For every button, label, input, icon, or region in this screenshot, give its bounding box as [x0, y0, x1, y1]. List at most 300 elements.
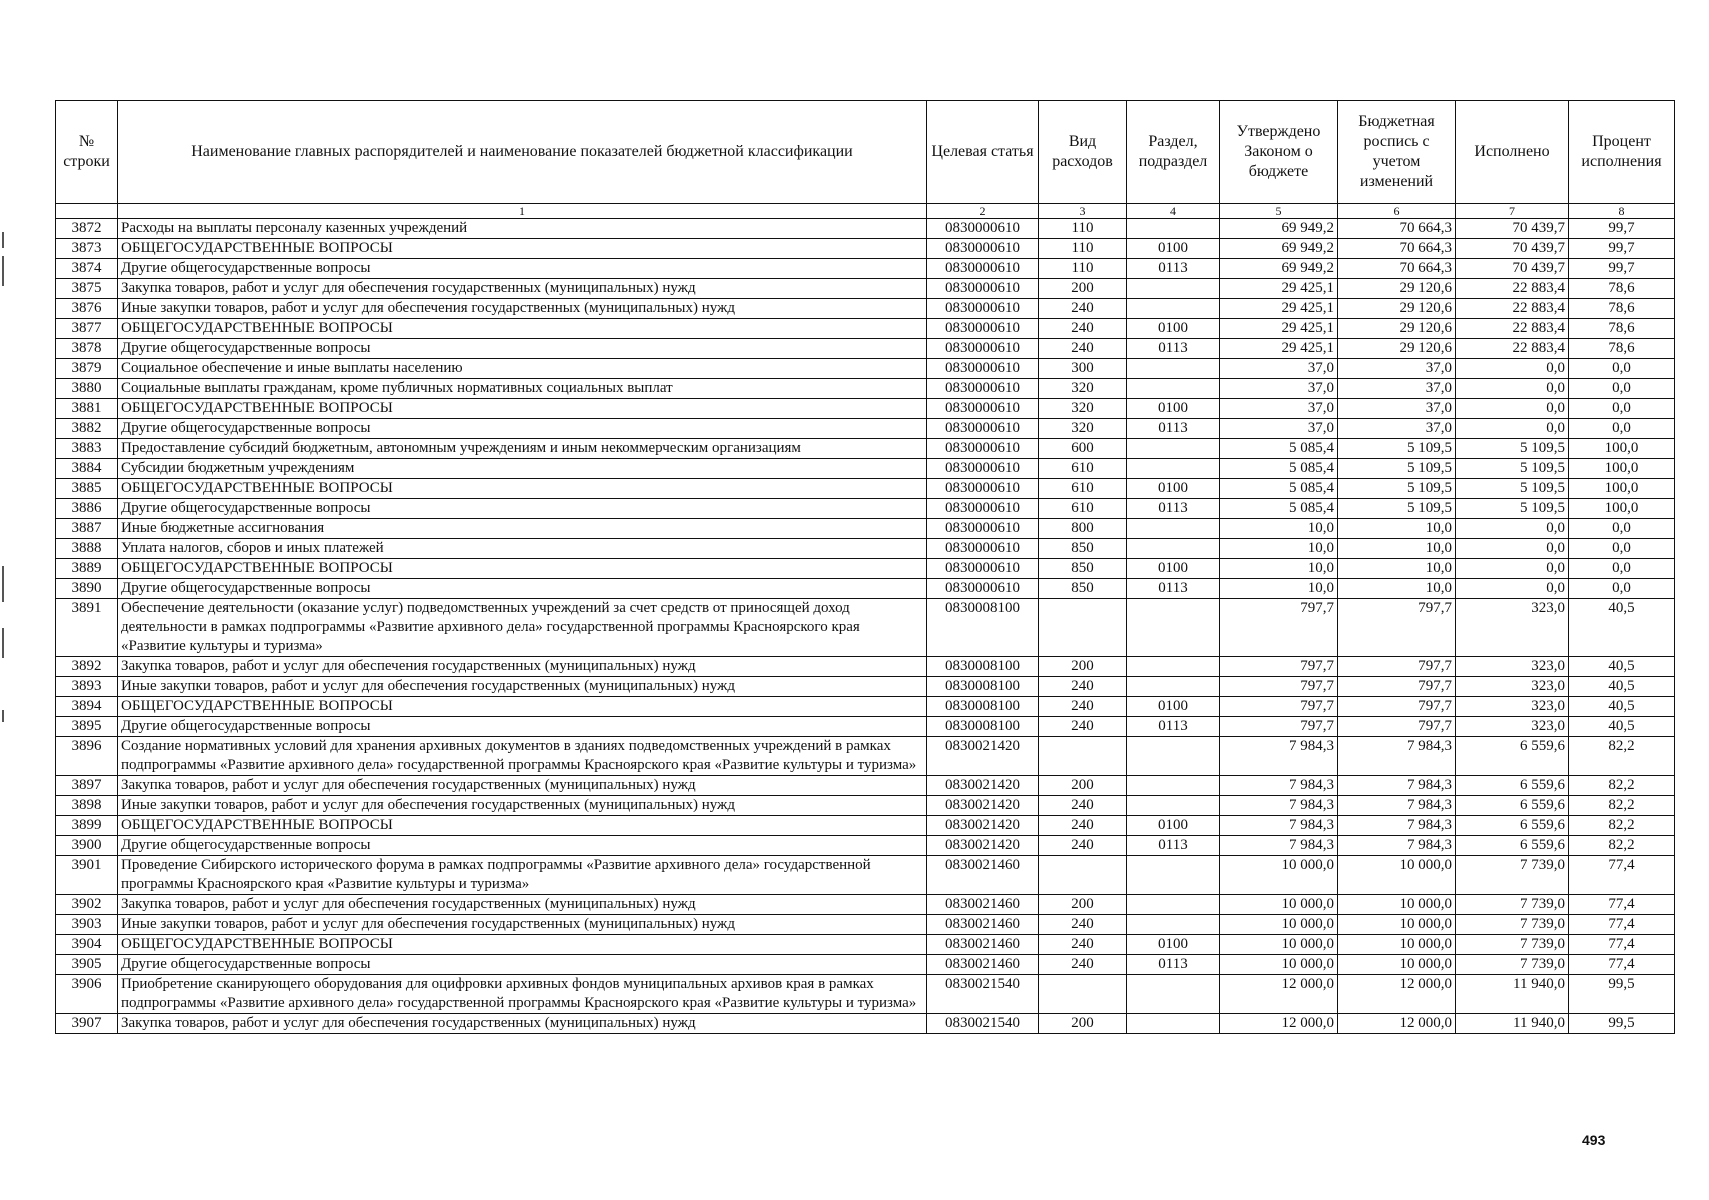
- row-expense-type: 200: [1039, 279, 1127, 299]
- row-target-article: 0830000610: [927, 239, 1039, 259]
- row-expense-type: 200: [1039, 657, 1127, 677]
- row-name: Приобретение сканирующего оборудования для оцифровки архивных фондов муниципальных архивов края в рамках подпрограммы «Развитие архивного дела» государственной программы Красноярского края «Развитие культуры и туризма»: [118, 975, 927, 1014]
- row-executed: 0,0: [1456, 559, 1569, 579]
- scan-edge-mark: [2, 256, 4, 286]
- row-expense-type: [1039, 856, 1127, 895]
- row-number: 3903: [56, 915, 118, 935]
- row-section: [1127, 1014, 1220, 1034]
- row-expense-type: 110: [1039, 239, 1127, 259]
- budget-table: [55, 100, 1675, 1034]
- row-expense-type: 200: [1039, 776, 1127, 796]
- table-row: [56, 499, 1675, 519]
- table-row: [56, 796, 1675, 816]
- row-expense-type: 610: [1039, 479, 1127, 499]
- header-expense-type: Вид расходов: [1039, 101, 1127, 204]
- row-approved: 797,7: [1220, 697, 1338, 717]
- row-name: Расходы на выплаты персоналу казенных учреждений: [118, 219, 927, 239]
- row-revised: 5 109,5: [1338, 459, 1456, 479]
- column-number: 7: [1456, 204, 1569, 219]
- row-executed: 6 559,6: [1456, 836, 1569, 856]
- row-section: 0113: [1127, 499, 1220, 519]
- column-number: 8: [1569, 204, 1675, 219]
- row-percent: 82,2: [1569, 776, 1675, 796]
- row-name: ОБЩЕГОСУДАРСТВЕННЫЕ ВОПРОСЫ: [118, 479, 927, 499]
- row-target-article: 0830000610: [927, 319, 1039, 339]
- row-revised: 29 120,6: [1338, 319, 1456, 339]
- header-section: Раздел, подраздел: [1127, 101, 1220, 204]
- row-percent: 78,6: [1569, 319, 1675, 339]
- row-revised: 7 984,3: [1338, 836, 1456, 856]
- row-target-article: 0830000610: [927, 339, 1039, 359]
- row-number: 3879: [56, 359, 118, 379]
- row-revised: 10 000,0: [1338, 915, 1456, 935]
- page-number: 493: [1582, 1132, 1606, 1148]
- row-revised: 10,0: [1338, 559, 1456, 579]
- row-percent: 78,6: [1569, 299, 1675, 319]
- row-target-article: 0830000610: [927, 299, 1039, 319]
- table-row: [56, 935, 1675, 955]
- row-expense-type: 240: [1039, 717, 1127, 737]
- row-target-article: 0830000610: [927, 459, 1039, 479]
- row-revised: 37,0: [1338, 359, 1456, 379]
- row-executed: 5 109,5: [1456, 459, 1569, 479]
- row-executed: 7 739,0: [1456, 935, 1569, 955]
- row-expense-type: [1039, 599, 1127, 657]
- row-approved: 29 425,1: [1220, 339, 1338, 359]
- table-row: [56, 459, 1675, 479]
- row-approved: 37,0: [1220, 399, 1338, 419]
- column-number: 5: [1220, 204, 1338, 219]
- table-row: [56, 539, 1675, 559]
- table-row: [56, 519, 1675, 539]
- row-name: Закупка товаров, работ и услуг для обеспечения государственных (муниципальных) нужд: [118, 776, 927, 796]
- row-target-article: 0830021460: [927, 895, 1039, 915]
- header-target-article: Целевая статья: [927, 101, 1039, 204]
- row-revised: 797,7: [1338, 657, 1456, 677]
- row-name: ОБЩЕГОСУДАРСТВЕННЫЕ ВОПРОСЫ: [118, 697, 927, 717]
- row-target-article: 0830021420: [927, 776, 1039, 796]
- row-percent: 77,4: [1569, 915, 1675, 935]
- row-approved: 12 000,0: [1220, 975, 1338, 1014]
- row-revised: 10 000,0: [1338, 955, 1456, 975]
- row-percent: 100,0: [1569, 439, 1675, 459]
- row-name: ОБЩЕГОСУДАРСТВЕННЫЕ ВОПРОСЫ: [118, 559, 927, 579]
- row-number: 3906: [56, 975, 118, 1014]
- row-section: 0113: [1127, 419, 1220, 439]
- row-percent: 82,2: [1569, 816, 1675, 836]
- row-revised: 5 109,5: [1338, 479, 1456, 499]
- row-number: 3899: [56, 816, 118, 836]
- row-expense-type: 610: [1039, 499, 1127, 519]
- table-row: [56, 559, 1675, 579]
- row-executed: 0,0: [1456, 419, 1569, 439]
- row-name: Другие общегосударственные вопросы: [118, 955, 927, 975]
- table-row: [56, 259, 1675, 279]
- row-approved: 10 000,0: [1220, 856, 1338, 895]
- row-expense-type: 240: [1039, 677, 1127, 697]
- row-section: 0100: [1127, 559, 1220, 579]
- row-percent: 0,0: [1569, 379, 1675, 399]
- row-name: Обеспечение деятельности (оказание услуг) подведомственных учреждений за счет средств от приносящей доход деятельности в рамках подпрограммы «Развитие архивного дела» государственной программы Красноярского края «Развитие культуры и туризма»: [118, 599, 927, 657]
- row-executed: 70 439,7: [1456, 239, 1569, 259]
- row-expense-type: 240: [1039, 339, 1127, 359]
- header-row-number: № строки: [56, 101, 118, 204]
- column-number: 2: [927, 204, 1039, 219]
- row-target-article: 0830008100: [927, 717, 1039, 737]
- row-percent: 0,0: [1569, 559, 1675, 579]
- row-percent: 100,0: [1569, 499, 1675, 519]
- row-percent: 40,5: [1569, 697, 1675, 717]
- row-revised: 12 000,0: [1338, 975, 1456, 1014]
- row-revised: 12 000,0: [1338, 1014, 1456, 1034]
- row-approved: 10 000,0: [1220, 955, 1338, 975]
- row-target-article: 0830008100: [927, 599, 1039, 657]
- row-executed: 6 559,6: [1456, 737, 1569, 776]
- row-expense-type: 240: [1039, 319, 1127, 339]
- row-number: 3904: [56, 935, 118, 955]
- row-revised: 797,7: [1338, 677, 1456, 697]
- row-section: 0100: [1127, 399, 1220, 419]
- row-revised: 5 109,5: [1338, 499, 1456, 519]
- column-number: 4: [1127, 204, 1220, 219]
- row-percent: 99,5: [1569, 1014, 1675, 1034]
- table-row: [56, 657, 1675, 677]
- row-executed: 323,0: [1456, 697, 1569, 717]
- row-approved: 37,0: [1220, 379, 1338, 399]
- row-executed: 6 559,6: [1456, 776, 1569, 796]
- row-revised: 7 984,3: [1338, 796, 1456, 816]
- row-target-article: 0830000610: [927, 419, 1039, 439]
- row-number: 3880: [56, 379, 118, 399]
- row-revised: 10,0: [1338, 519, 1456, 539]
- row-section: 0100: [1127, 319, 1220, 339]
- row-name: ОБЩЕГОСУДАРСТВЕННЫЕ ВОПРОСЫ: [118, 399, 927, 419]
- row-number: 3898: [56, 796, 118, 816]
- row-target-article: 0830021420: [927, 816, 1039, 836]
- row-approved: 797,7: [1220, 599, 1338, 657]
- row-section: 0100: [1127, 697, 1220, 717]
- row-name: ОБЩЕГОСУДАРСТВЕННЫЕ ВОПРОСЫ: [118, 319, 927, 339]
- row-number: 3895: [56, 717, 118, 737]
- row-section: [1127, 299, 1220, 319]
- row-target-article: 0830000610: [927, 559, 1039, 579]
- row-percent: 99,7: [1569, 239, 1675, 259]
- row-expense-type: 800: [1039, 519, 1127, 539]
- column-number: [56, 204, 118, 219]
- row-name: ОБЩЕГОСУДАРСТВЕННЫЕ ВОПРОСЫ: [118, 239, 927, 259]
- row-expense-type: 600: [1039, 439, 1127, 459]
- row-revised: 37,0: [1338, 399, 1456, 419]
- row-expense-type: 240: [1039, 299, 1127, 319]
- row-approved: 69 949,2: [1220, 219, 1338, 239]
- row-revised: 29 120,6: [1338, 279, 1456, 299]
- row-number: 3888: [56, 539, 118, 559]
- row-revised: 10 000,0: [1338, 856, 1456, 895]
- row-revised: 797,7: [1338, 697, 1456, 717]
- row-number: 3878: [56, 339, 118, 359]
- column-number: 6: [1338, 204, 1456, 219]
- row-section: [1127, 359, 1220, 379]
- row-approved: 29 425,1: [1220, 299, 1338, 319]
- row-number: 3874: [56, 259, 118, 279]
- row-target-article: 0830021460: [927, 935, 1039, 955]
- table-row: [56, 299, 1675, 319]
- row-section: 0113: [1127, 339, 1220, 359]
- scan-edge-mark: [2, 710, 4, 722]
- table-row: [56, 219, 1675, 239]
- table-row: [56, 955, 1675, 975]
- scan-edge-mark: [2, 628, 4, 658]
- row-target-article: 0830021420: [927, 836, 1039, 856]
- row-section: 0113: [1127, 579, 1220, 599]
- row-expense-type: 320: [1039, 399, 1127, 419]
- row-revised: 70 664,3: [1338, 239, 1456, 259]
- row-target-article: 0830021420: [927, 737, 1039, 776]
- row-target-article: 0830021540: [927, 1014, 1039, 1034]
- row-name: Уплата налогов, сборов и иных платежей: [118, 539, 927, 559]
- row-percent: 77,4: [1569, 935, 1675, 955]
- table-row: [56, 319, 1675, 339]
- row-percent: 82,2: [1569, 796, 1675, 816]
- table-row: [56, 975, 1675, 1014]
- row-approved: 7 984,3: [1220, 796, 1338, 816]
- row-approved: 5 085,4: [1220, 459, 1338, 479]
- row-executed: 5 109,5: [1456, 479, 1569, 499]
- row-name: ОБЩЕГОСУДАРСТВЕННЫЕ ВОПРОСЫ: [118, 816, 927, 836]
- row-name: Создание нормативных условий для хранения архивных документов в зданиях подведомственных учреждений в рамках подпрограммы «Развитие архивного дела» государственной программы Красноярского края «Развитие культуры и туризма»: [118, 737, 927, 776]
- row-number: 3881: [56, 399, 118, 419]
- row-number: 3872: [56, 219, 118, 239]
- row-target-article: 0830000610: [927, 359, 1039, 379]
- row-percent: 100,0: [1569, 459, 1675, 479]
- row-executed: 0,0: [1456, 399, 1569, 419]
- row-executed: 22 883,4: [1456, 299, 1569, 319]
- row-revised: 29 120,6: [1338, 299, 1456, 319]
- row-executed: 22 883,4: [1456, 279, 1569, 299]
- row-number: 3875: [56, 279, 118, 299]
- row-name: ОБЩЕГОСУДАРСТВЕННЫЕ ВОПРОСЫ: [118, 935, 927, 955]
- row-number: 3907: [56, 1014, 118, 1034]
- row-expense-type: 200: [1039, 1014, 1127, 1034]
- row-executed: 7 739,0: [1456, 915, 1569, 935]
- column-number: 1: [118, 204, 927, 219]
- row-target-article: 0830000610: [927, 519, 1039, 539]
- row-percent: 0,0: [1569, 399, 1675, 419]
- row-percent: 0,0: [1569, 539, 1675, 559]
- row-target-article: 0830008100: [927, 657, 1039, 677]
- row-approved: 10,0: [1220, 539, 1338, 559]
- column-number-row: [56, 204, 1675, 219]
- row-number: 3893: [56, 677, 118, 697]
- row-target-article: 0830000610: [927, 399, 1039, 419]
- table-row: [56, 836, 1675, 856]
- row-executed: 323,0: [1456, 677, 1569, 697]
- row-expense-type: 300: [1039, 359, 1127, 379]
- table-row: [56, 279, 1675, 299]
- row-revised: 7 984,3: [1338, 776, 1456, 796]
- row-executed: 6 559,6: [1456, 796, 1569, 816]
- row-section: 0113: [1127, 836, 1220, 856]
- row-approved: 797,7: [1220, 677, 1338, 697]
- table-row: [56, 856, 1675, 895]
- row-revised: 29 120,6: [1338, 339, 1456, 359]
- row-section: [1127, 796, 1220, 816]
- scan-edge-mark: [2, 232, 4, 248]
- table-header-row: [56, 101, 1675, 204]
- row-approved: 10 000,0: [1220, 935, 1338, 955]
- row-section: [1127, 599, 1220, 657]
- row-revised: 10 000,0: [1338, 935, 1456, 955]
- row-name: Иные закупки товаров, работ и услуг для обеспечения государственных (муниципальных) нужд: [118, 299, 927, 319]
- row-expense-type: 240: [1039, 836, 1127, 856]
- row-percent: 0,0: [1569, 519, 1675, 539]
- row-executed: 0,0: [1456, 579, 1569, 599]
- row-section: [1127, 219, 1220, 239]
- row-name: Другие общегосударственные вопросы: [118, 339, 927, 359]
- row-executed: 0,0: [1456, 359, 1569, 379]
- row-revised: 5 109,5: [1338, 439, 1456, 459]
- row-approved: 797,7: [1220, 657, 1338, 677]
- row-section: 0100: [1127, 479, 1220, 499]
- row-approved: 5 085,4: [1220, 479, 1338, 499]
- row-expense-type: 110: [1039, 219, 1127, 239]
- row-name: Закупка товаров, работ и услуг для обеспечения государственных (муниципальных) нужд: [118, 1014, 927, 1034]
- table-row: [56, 339, 1675, 359]
- row-revised: 10,0: [1338, 539, 1456, 559]
- row-approved: 29 425,1: [1220, 319, 1338, 339]
- row-approved: 37,0: [1220, 359, 1338, 379]
- table-row: [56, 359, 1675, 379]
- table-row: [56, 579, 1675, 599]
- row-target-article: 0830008100: [927, 677, 1039, 697]
- row-expense-type: 850: [1039, 559, 1127, 579]
- row-target-article: 0830021460: [927, 955, 1039, 975]
- row-number: 3886: [56, 499, 118, 519]
- row-approved: 7 984,3: [1220, 776, 1338, 796]
- row-number: 3887: [56, 519, 118, 539]
- row-number: 3883: [56, 439, 118, 459]
- row-target-article: 0830021460: [927, 915, 1039, 935]
- row-target-article: 0830000610: [927, 279, 1039, 299]
- row-number: 3876: [56, 299, 118, 319]
- row-expense-type: 240: [1039, 796, 1127, 816]
- row-expense-type: 200: [1039, 895, 1127, 915]
- row-percent: 82,2: [1569, 836, 1675, 856]
- row-section: 0113: [1127, 259, 1220, 279]
- row-section: [1127, 915, 1220, 935]
- row-name: Другие общегосударственные вопросы: [118, 579, 927, 599]
- row-executed: 0,0: [1456, 539, 1569, 559]
- row-executed: 7 739,0: [1456, 895, 1569, 915]
- row-approved: 10,0: [1220, 519, 1338, 539]
- row-name: Другие общегосударственные вопросы: [118, 836, 927, 856]
- row-percent: 0,0: [1569, 419, 1675, 439]
- row-name: Социальные выплаты гражданам, кроме публичных нормативных социальных выплат: [118, 379, 927, 399]
- row-target-article: 0830000610: [927, 479, 1039, 499]
- table-row: [56, 717, 1675, 737]
- row-executed: 22 883,4: [1456, 339, 1569, 359]
- row-expense-type: 110: [1039, 259, 1127, 279]
- row-percent: 40,5: [1569, 657, 1675, 677]
- row-expense-type: 240: [1039, 915, 1127, 935]
- row-approved: 29 425,1: [1220, 279, 1338, 299]
- row-number: 3890: [56, 579, 118, 599]
- row-executed: 11 940,0: [1456, 975, 1569, 1014]
- row-expense-type: 320: [1039, 419, 1127, 439]
- table-row: [56, 599, 1675, 657]
- row-revised: 797,7: [1338, 599, 1456, 657]
- row-percent: 78,6: [1569, 279, 1675, 299]
- row-section: [1127, 677, 1220, 697]
- row-executed: 0,0: [1456, 519, 1569, 539]
- row-approved: 5 085,4: [1220, 499, 1338, 519]
- row-number: 3894: [56, 697, 118, 717]
- row-percent: 77,4: [1569, 856, 1675, 895]
- row-target-article: 0830000610: [927, 219, 1039, 239]
- row-target-article: 0830000610: [927, 379, 1039, 399]
- row-executed: 22 883,4: [1456, 319, 1569, 339]
- row-approved: 7 984,3: [1220, 737, 1338, 776]
- row-target-article: 0830000610: [927, 259, 1039, 279]
- row-percent: 40,5: [1569, 677, 1675, 697]
- row-name: Социальное обеспечение и иные выплаты населению: [118, 359, 927, 379]
- table-row: [56, 239, 1675, 259]
- row-expense-type: 240: [1039, 935, 1127, 955]
- table-body: [56, 219, 1675, 1034]
- row-executed: 323,0: [1456, 657, 1569, 677]
- row-executed: 5 109,5: [1456, 439, 1569, 459]
- row-section: [1127, 459, 1220, 479]
- row-revised: 7 984,3: [1338, 737, 1456, 776]
- row-section: [1127, 737, 1220, 776]
- table-row: [56, 697, 1675, 717]
- row-target-article: 0830000610: [927, 499, 1039, 519]
- row-section: [1127, 776, 1220, 796]
- row-name: Другие общегосударственные вопросы: [118, 499, 927, 519]
- table-row: [56, 439, 1675, 459]
- row-target-article: 0830021460: [927, 856, 1039, 895]
- row-approved: 7 984,3: [1220, 836, 1338, 856]
- row-executed: 5 109,5: [1456, 499, 1569, 519]
- row-number: 3897: [56, 776, 118, 796]
- row-executed: 7 739,0: [1456, 955, 1569, 975]
- row-percent: 82,2: [1569, 737, 1675, 776]
- row-section: [1127, 895, 1220, 915]
- table-row: [56, 915, 1675, 935]
- row-section: 0113: [1127, 955, 1220, 975]
- row-expense-type: [1039, 975, 1127, 1014]
- row-name: Предоставление субсидий бюджетным, автономным учреждениям и иным некоммерческим организациям: [118, 439, 927, 459]
- row-revised: 797,7: [1338, 717, 1456, 737]
- row-expense-type: [1039, 737, 1127, 776]
- row-target-article: 0830000610: [927, 439, 1039, 459]
- row-executed: 323,0: [1456, 599, 1569, 657]
- row-number: 3873: [56, 239, 118, 259]
- row-revised: 7 984,3: [1338, 816, 1456, 836]
- row-section: [1127, 379, 1220, 399]
- row-percent: 100,0: [1569, 479, 1675, 499]
- table-row: [56, 895, 1675, 915]
- header-revised: Бюджетная роспись с учетом изменений: [1338, 101, 1456, 204]
- row-number: 3885: [56, 479, 118, 499]
- row-percent: 99,7: [1569, 219, 1675, 239]
- table-row: [56, 419, 1675, 439]
- row-number: 3902: [56, 895, 118, 915]
- row-executed: 7 739,0: [1456, 856, 1569, 895]
- row-section: [1127, 539, 1220, 559]
- row-approved: 10,0: [1220, 579, 1338, 599]
- row-target-article: 0830008100: [927, 697, 1039, 717]
